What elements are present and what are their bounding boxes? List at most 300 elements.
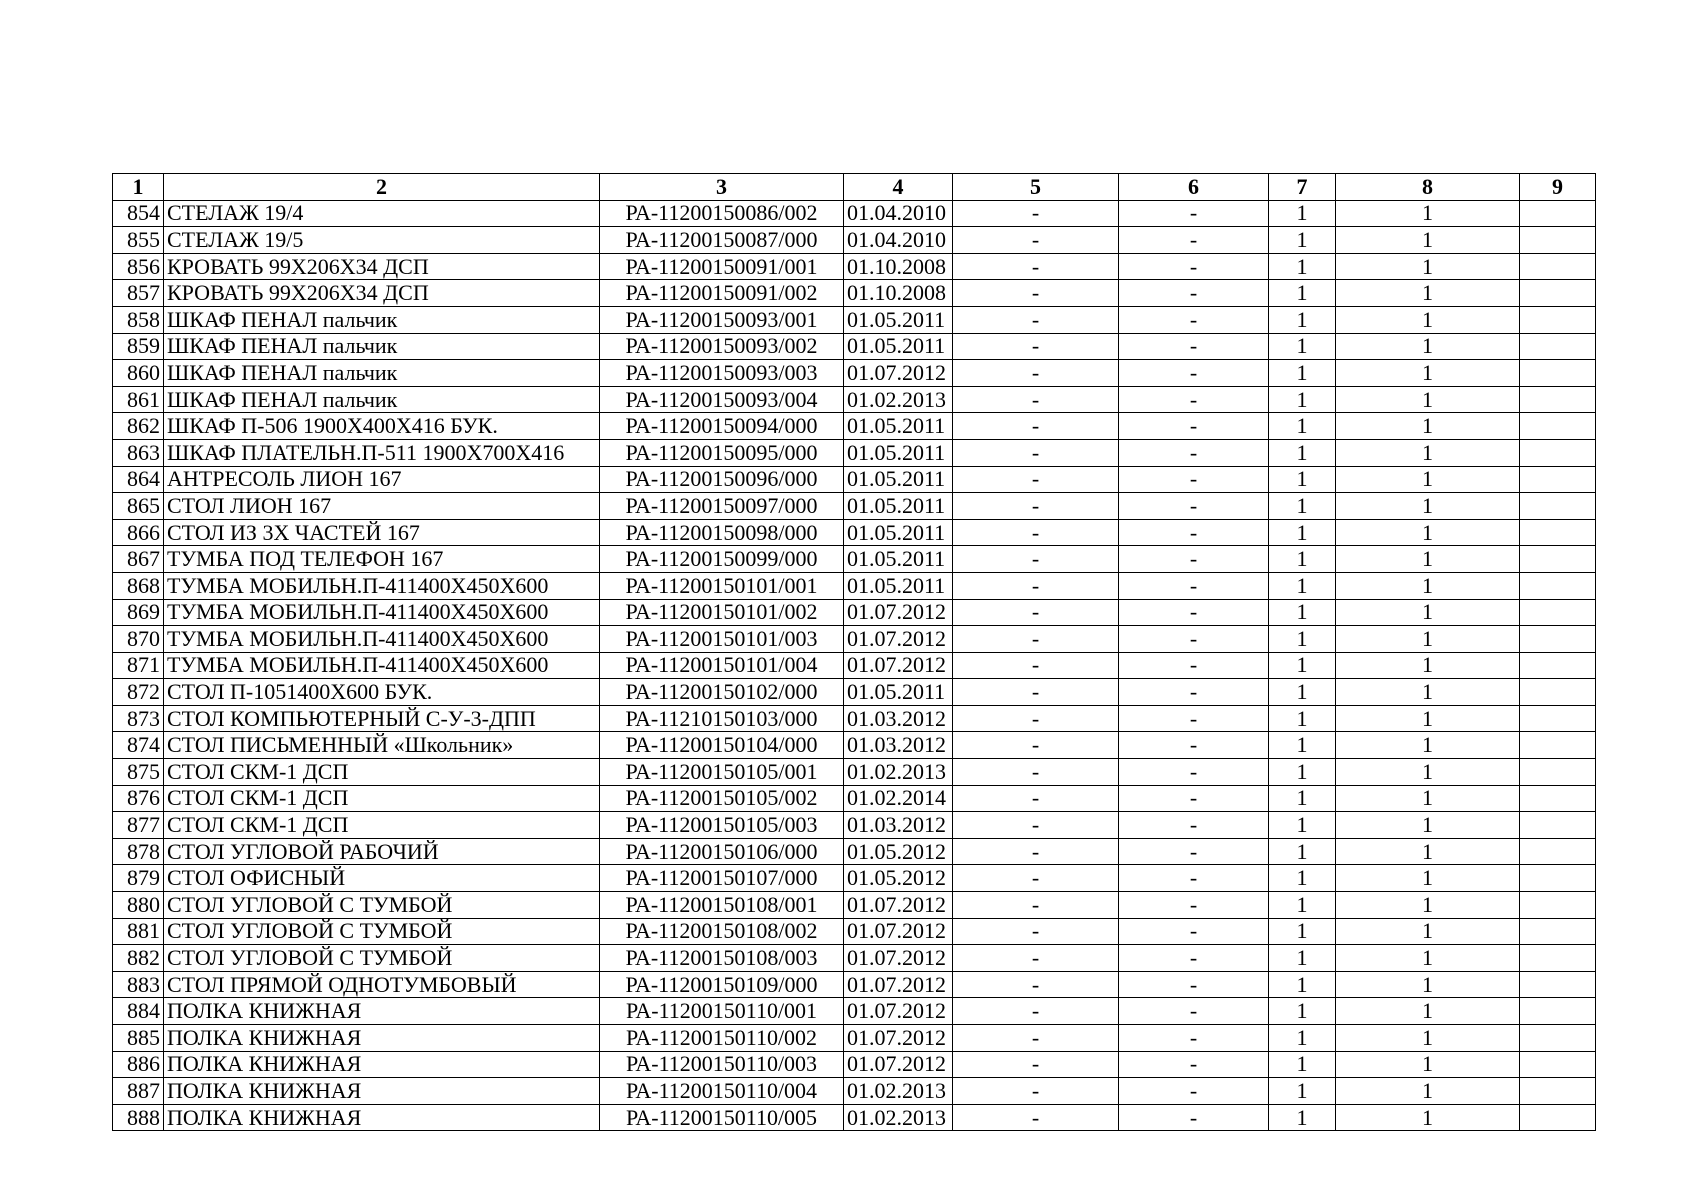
col-3-inventory-code-cell: РА-11200150110/002 xyxy=(600,1025,844,1052)
col-1-number-cell: 868 xyxy=(113,572,164,599)
col-3-inventory-code-cell: РА-11200150087/000 xyxy=(600,227,844,254)
col-5-cell: - xyxy=(953,280,1119,307)
col-6-cell: - xyxy=(1119,466,1269,493)
col-1-number-cell: 858 xyxy=(113,306,164,333)
table-row xyxy=(113,971,1596,998)
col-2-name-cell: СТОЛ УГЛОВОЙ С ТУМБОЙ xyxy=(164,918,600,945)
col-7-cell: 1 xyxy=(1269,652,1336,679)
col-2-name-cell: СТОЛ ПИСЬМЕННЫЙ «Школьник» xyxy=(164,732,600,759)
col-5-cell: - xyxy=(953,892,1119,919)
col-4-date-cell: 01.07.2012 xyxy=(844,945,953,972)
table-row xyxy=(113,705,1596,732)
table-row xyxy=(113,200,1596,227)
col-6-cell: - xyxy=(1119,971,1269,998)
col-7-cell: 1 xyxy=(1269,200,1336,227)
col-8-cell: 1 xyxy=(1336,546,1520,573)
col-4-date-cell: 01.05.2011 xyxy=(844,546,953,573)
col-7-cell: 1 xyxy=(1269,333,1336,360)
col-1-number-cell: 884 xyxy=(113,998,164,1025)
col-2-name-cell: ШКАФ П-506 1900Х400Х416 БУК. xyxy=(164,413,600,440)
col-6-cell: - xyxy=(1119,759,1269,786)
col-5-cell: - xyxy=(953,652,1119,679)
col-3-inventory-code-cell: РА-11200150108/003 xyxy=(600,945,844,972)
col-4-date-cell: 01.07.2012 xyxy=(844,1051,953,1078)
col-4-date-cell: 01.02.2013 xyxy=(844,759,953,786)
col-5-cell: - xyxy=(953,360,1119,387)
col-1-number-cell: 883 xyxy=(113,971,164,998)
col-1-number-cell: 854 xyxy=(113,200,164,227)
col-5-cell: - xyxy=(953,865,1119,892)
table-row xyxy=(113,998,1596,1025)
col-4-date-cell: 01.05.2012 xyxy=(844,838,953,865)
col-2-name-cell: СТОЛ СКМ-1 ДСП xyxy=(164,759,600,786)
col-2-name-cell: СТОЛ СКМ-1 ДСП xyxy=(164,785,600,812)
col-1-number-cell: 871 xyxy=(113,652,164,679)
col-6-cell: - xyxy=(1119,1051,1269,1078)
table-row xyxy=(113,732,1596,759)
col-2-name-cell: СТОЛ ОФИСНЫЙ xyxy=(164,865,600,892)
col-5-cell: - xyxy=(953,1051,1119,1078)
col-4-date-cell: 01.07.2012 xyxy=(844,971,953,998)
col-4-date-cell: 01.02.2013 xyxy=(844,1104,953,1131)
col-4-date-cell: 01.02.2013 xyxy=(844,1078,953,1105)
col-6-cell: - xyxy=(1119,945,1269,972)
col-1-number-cell: 860 xyxy=(113,360,164,387)
col-8-cell: 1 xyxy=(1336,599,1520,626)
col-7-cell: 1 xyxy=(1269,1025,1336,1052)
col-9-cell xyxy=(1520,466,1596,493)
col-8-cell: 1 xyxy=(1336,439,1520,466)
col-3-inventory-code-cell: РА-11200150093/002 xyxy=(600,333,844,360)
col-3-inventory-code-cell: РА-11200150091/001 xyxy=(600,253,844,280)
col-5-cell: - xyxy=(953,253,1119,280)
col-6-cell: - xyxy=(1119,333,1269,360)
col-8-cell: 1 xyxy=(1336,1104,1520,1131)
col-5-cell: - xyxy=(953,413,1119,440)
col-5-cell: - xyxy=(953,200,1119,227)
col-7-cell: 1 xyxy=(1269,519,1336,546)
col-1-number-cell: 867 xyxy=(113,546,164,573)
col-8-cell: 1 xyxy=(1336,333,1520,360)
col-6-cell: - xyxy=(1119,306,1269,333)
col-7-cell: 1 xyxy=(1269,838,1336,865)
table-row xyxy=(113,759,1596,786)
col-6-cell: - xyxy=(1119,918,1269,945)
col-7-cell: 1 xyxy=(1269,945,1336,972)
col-7-cell: 1 xyxy=(1269,546,1336,573)
col-2-name-cell: СТОЛ УГЛОВОЙ РАБОЧИЙ xyxy=(164,838,600,865)
col-4-date-cell: 01.07.2012 xyxy=(844,626,953,653)
table-row xyxy=(113,439,1596,466)
col-4-date-cell: 01.07.2012 xyxy=(844,360,953,387)
col-6-cell: - xyxy=(1119,679,1269,706)
col-2-name-cell: ШКАФ ПЕНАЛ пальчик xyxy=(164,333,600,360)
col-7-cell: 1 xyxy=(1269,679,1336,706)
col-9-cell xyxy=(1520,1025,1596,1052)
col-3-inventory-code-cell: РА-11200150105/001 xyxy=(600,759,844,786)
col-3-inventory-code-cell: РА-11200150101/001 xyxy=(600,572,844,599)
col-4-date-cell: 01.07.2012 xyxy=(844,652,953,679)
col-8-cell: 1 xyxy=(1336,1025,1520,1052)
col-2-name-cell: ПОЛКА КНИЖНАЯ xyxy=(164,998,600,1025)
col-1-number-cell: 881 xyxy=(113,918,164,945)
col-9-cell xyxy=(1520,439,1596,466)
col-8-cell: 1 xyxy=(1336,1078,1520,1105)
col-8-cell: 1 xyxy=(1336,785,1520,812)
col-4-date-cell: 01.05.2011 xyxy=(844,493,953,520)
col-2-name-cell: СТОЛ УГЛОВОЙ С ТУМБОЙ xyxy=(164,892,600,919)
col-5-cell: - xyxy=(953,785,1119,812)
col-2-name-cell: КРОВАТЬ 99Х206Х34 ДСП xyxy=(164,280,600,307)
col-3-inventory-code-cell: РА-11200150110/001 xyxy=(600,998,844,1025)
col-6-cell: - xyxy=(1119,652,1269,679)
col-1-number-cell: 865 xyxy=(113,493,164,520)
col-8-cell: 1 xyxy=(1336,892,1520,919)
table-row xyxy=(113,493,1596,520)
col-4-date-cell: 01.03.2012 xyxy=(844,705,953,732)
col-7-cell: 1 xyxy=(1269,1051,1336,1078)
column-header-3: 3 xyxy=(600,174,844,201)
col-4-date-cell: 01.05.2011 xyxy=(844,413,953,440)
col-8-cell: 1 xyxy=(1336,519,1520,546)
table-row xyxy=(113,945,1596,972)
col-6-cell: - xyxy=(1119,705,1269,732)
col-7-cell: 1 xyxy=(1269,439,1336,466)
col-4-date-cell: 01.05.2011 xyxy=(844,306,953,333)
col-7-cell: 1 xyxy=(1269,971,1336,998)
col-4-date-cell: 01.07.2012 xyxy=(844,1025,953,1052)
col-4-date-cell: 01.02.2014 xyxy=(844,785,953,812)
col-2-name-cell: ПОЛКА КНИЖНАЯ xyxy=(164,1078,600,1105)
col-9-cell xyxy=(1520,200,1596,227)
col-5-cell: - xyxy=(953,572,1119,599)
col-7-cell: 1 xyxy=(1269,705,1336,732)
col-2-name-cell: СТЕЛАЖ 19/4 xyxy=(164,200,600,227)
table-row xyxy=(113,413,1596,440)
col-3-inventory-code-cell: РА-11200150110/004 xyxy=(600,1078,844,1105)
col-6-cell: - xyxy=(1119,493,1269,520)
col-5-cell: - xyxy=(953,466,1119,493)
col-3-inventory-code-cell: РА-11200150101/004 xyxy=(600,652,844,679)
col-2-name-cell: ТУМБА МОБИЛЬН.П-411400Х450Х600 xyxy=(164,572,600,599)
col-2-name-cell: СТОЛ КОМПЬЮТЕРНЫЙ С-У-3-ДПП xyxy=(164,705,600,732)
col-8-cell: 1 xyxy=(1336,493,1520,520)
col-8-cell: 1 xyxy=(1336,466,1520,493)
col-8-cell: 1 xyxy=(1336,705,1520,732)
col-8-cell: 1 xyxy=(1336,413,1520,440)
col-7-cell: 1 xyxy=(1269,360,1336,387)
col-1-number-cell: 885 xyxy=(113,1025,164,1052)
col-6-cell: - xyxy=(1119,386,1269,413)
col-8-cell: 1 xyxy=(1336,865,1520,892)
col-1-number-cell: 861 xyxy=(113,386,164,413)
col-1-number-cell: 857 xyxy=(113,280,164,307)
col-6-cell: - xyxy=(1119,439,1269,466)
table-row xyxy=(113,679,1596,706)
col-9-cell xyxy=(1520,1104,1596,1131)
col-2-name-cell: ШКАФ ПЕНАЛ пальчик xyxy=(164,386,600,413)
col-5-cell: - xyxy=(953,838,1119,865)
col-1-number-cell: 877 xyxy=(113,812,164,839)
col-9-cell xyxy=(1520,998,1596,1025)
col-3-inventory-code-cell: РА-11200150086/002 xyxy=(600,200,844,227)
col-7-cell: 1 xyxy=(1269,227,1336,254)
col-5-cell: - xyxy=(953,306,1119,333)
col-8-cell: 1 xyxy=(1336,386,1520,413)
col-4-date-cell: 01.10.2008 xyxy=(844,280,953,307)
col-1-number-cell: 879 xyxy=(113,865,164,892)
col-3-inventory-code-cell: РА-11200150096/000 xyxy=(600,466,844,493)
col-6-cell: - xyxy=(1119,227,1269,254)
col-9-cell xyxy=(1520,1051,1596,1078)
table-row xyxy=(113,1078,1596,1105)
col-3-inventory-code-cell: РА-11200150093/003 xyxy=(600,360,844,387)
col-9-cell xyxy=(1520,333,1596,360)
col-8-cell: 1 xyxy=(1336,306,1520,333)
col-1-number-cell: 874 xyxy=(113,732,164,759)
col-3-inventory-code-cell: РА-11200150097/000 xyxy=(600,493,844,520)
table-row xyxy=(113,838,1596,865)
col-6-cell: - xyxy=(1119,599,1269,626)
col-3-inventory-code-cell: РА-11200150095/000 xyxy=(600,439,844,466)
col-8-cell: 1 xyxy=(1336,572,1520,599)
col-6-cell: - xyxy=(1119,998,1269,1025)
col-4-date-cell: 01.02.2013 xyxy=(844,386,953,413)
col-3-inventory-code-cell: РА-11200150107/000 xyxy=(600,865,844,892)
col-7-cell: 1 xyxy=(1269,386,1336,413)
col-2-name-cell: СТОЛ ИЗ 3Х ЧАСТЕЙ 167 xyxy=(164,519,600,546)
table-row xyxy=(113,918,1596,945)
col-5-cell: - xyxy=(953,812,1119,839)
col-9-cell xyxy=(1520,386,1596,413)
table-row xyxy=(113,599,1596,626)
col-4-date-cell: 01.07.2012 xyxy=(844,998,953,1025)
col-5-cell: - xyxy=(953,1078,1119,1105)
table-row xyxy=(113,626,1596,653)
col-6-cell: - xyxy=(1119,1025,1269,1052)
col-1-number-cell: 856 xyxy=(113,253,164,280)
col-9-cell xyxy=(1520,679,1596,706)
column-header-9: 9 xyxy=(1520,174,1596,201)
column-header-5: 5 xyxy=(953,174,1119,201)
col-2-name-cell: ШКАФ ПЕНАЛ пальчик xyxy=(164,306,600,333)
col-8-cell: 1 xyxy=(1336,200,1520,227)
col-5-cell: - xyxy=(953,439,1119,466)
col-3-inventory-code-cell: РА-11200150094/000 xyxy=(600,413,844,440)
col-7-cell: 1 xyxy=(1269,626,1336,653)
col-4-date-cell: 01.05.2011 xyxy=(844,466,953,493)
col-2-name-cell: ПОЛКА КНИЖНАЯ xyxy=(164,1025,600,1052)
col-7-cell: 1 xyxy=(1269,280,1336,307)
col-6-cell: - xyxy=(1119,519,1269,546)
col-6-cell: - xyxy=(1119,812,1269,839)
col-1-number-cell: 876 xyxy=(113,785,164,812)
col-7-cell: 1 xyxy=(1269,493,1336,520)
table-row xyxy=(113,466,1596,493)
col-5-cell: - xyxy=(953,333,1119,360)
table-row xyxy=(113,333,1596,360)
col-6-cell: - xyxy=(1119,200,1269,227)
col-1-number-cell: 866 xyxy=(113,519,164,546)
col-7-cell: 1 xyxy=(1269,413,1336,440)
col-8-cell: 1 xyxy=(1336,227,1520,254)
col-6-cell: - xyxy=(1119,1078,1269,1105)
col-6-cell: - xyxy=(1119,838,1269,865)
col-7-cell: 1 xyxy=(1269,466,1336,493)
col-7-cell: 1 xyxy=(1269,918,1336,945)
col-8-cell: 1 xyxy=(1336,679,1520,706)
col-9-cell xyxy=(1520,253,1596,280)
col-5-cell: - xyxy=(953,705,1119,732)
col-4-date-cell: 01.05.2011 xyxy=(844,572,953,599)
col-1-number-cell: 888 xyxy=(113,1104,164,1131)
table-row xyxy=(113,1051,1596,1078)
col-2-name-cell: ПОЛКА КНИЖНАЯ xyxy=(164,1104,600,1131)
col-3-inventory-code-cell: РА-11200150093/004 xyxy=(600,386,844,413)
table-row xyxy=(113,386,1596,413)
col-3-inventory-code-cell: РА-11200150099/000 xyxy=(600,546,844,573)
col-6-cell: - xyxy=(1119,360,1269,387)
col-3-inventory-code-cell: РА-11200150102/000 xyxy=(600,679,844,706)
col-6-cell: - xyxy=(1119,280,1269,307)
col-9-cell xyxy=(1520,546,1596,573)
column-header-7: 7 xyxy=(1269,174,1336,201)
col-5-cell: - xyxy=(953,945,1119,972)
col-8-cell: 1 xyxy=(1336,812,1520,839)
col-5-cell: - xyxy=(953,626,1119,653)
col-1-number-cell: 872 xyxy=(113,679,164,706)
col-7-cell: 1 xyxy=(1269,732,1336,759)
col-3-inventory-code-cell: РА-11200150101/003 xyxy=(600,626,844,653)
col-1-number-cell: 870 xyxy=(113,626,164,653)
col-3-inventory-code-cell: РА-11200150105/003 xyxy=(600,812,844,839)
col-8-cell: 1 xyxy=(1336,652,1520,679)
col-8-cell: 1 xyxy=(1336,971,1520,998)
col-9-cell xyxy=(1520,759,1596,786)
col-7-cell: 1 xyxy=(1269,812,1336,839)
col-3-inventory-code-cell: РА-11200150093/001 xyxy=(600,306,844,333)
col-2-name-cell: СТОЛ ЛИОН 167 xyxy=(164,493,600,520)
col-5-cell: - xyxy=(953,546,1119,573)
col-3-inventory-code-cell: РА-11200150101/002 xyxy=(600,599,844,626)
col-9-cell xyxy=(1520,652,1596,679)
col-2-name-cell: ПОЛКА КНИЖНАЯ xyxy=(164,1051,600,1078)
col-7-cell: 1 xyxy=(1269,865,1336,892)
col-5-cell: - xyxy=(953,1025,1119,1052)
column-header-8: 8 xyxy=(1336,174,1520,201)
col-2-name-cell: ТУМБА ПОД ТЕЛЕФОН 167 xyxy=(164,546,600,573)
col-6-cell: - xyxy=(1119,892,1269,919)
col-9-cell xyxy=(1520,838,1596,865)
col-8-cell: 1 xyxy=(1336,280,1520,307)
table-body xyxy=(113,200,1596,1131)
col-1-number-cell: 855 xyxy=(113,227,164,254)
col-4-date-cell: 01.04.2010 xyxy=(844,200,953,227)
table-row xyxy=(113,652,1596,679)
col-1-number-cell: 886 xyxy=(113,1051,164,1078)
col-9-cell xyxy=(1520,227,1596,254)
col-6-cell: - xyxy=(1119,413,1269,440)
col-7-cell: 1 xyxy=(1269,306,1336,333)
column-header-2: 2 xyxy=(164,174,600,201)
col-8-cell: 1 xyxy=(1336,838,1520,865)
table-row xyxy=(113,1025,1596,1052)
col-4-date-cell: 01.07.2012 xyxy=(844,892,953,919)
col-2-name-cell: АНТРЕСОЛЬ ЛИОН 167 xyxy=(164,466,600,493)
table-row xyxy=(113,519,1596,546)
col-8-cell: 1 xyxy=(1336,1051,1520,1078)
col-9-cell xyxy=(1520,892,1596,919)
col-2-name-cell: ТУМБА МОБИЛЬН.П-411400Х450Х600 xyxy=(164,599,600,626)
inventory-table xyxy=(112,173,1596,1131)
col-8-cell: 1 xyxy=(1336,998,1520,1025)
table-row xyxy=(113,892,1596,919)
table-row xyxy=(113,812,1596,839)
col-1-number-cell: 859 xyxy=(113,333,164,360)
col-9-cell xyxy=(1520,493,1596,520)
col-2-name-cell: СТОЛ ПРЯМОЙ ОДНОТУМБОВЫЙ xyxy=(164,971,600,998)
col-7-cell: 1 xyxy=(1269,785,1336,812)
col-1-number-cell: 880 xyxy=(113,892,164,919)
col-1-number-cell: 875 xyxy=(113,759,164,786)
col-1-number-cell: 878 xyxy=(113,838,164,865)
col-3-inventory-code-cell: РА-11200150091/002 xyxy=(600,280,844,307)
col-5-cell: - xyxy=(953,386,1119,413)
column-header-1: 1 xyxy=(113,174,164,201)
col-8-cell: 1 xyxy=(1336,253,1520,280)
table-header-row xyxy=(113,174,1596,201)
col-9-cell xyxy=(1520,280,1596,307)
col-7-cell: 1 xyxy=(1269,892,1336,919)
col-4-date-cell: 01.03.2012 xyxy=(844,812,953,839)
col-4-date-cell: 01.07.2012 xyxy=(844,599,953,626)
col-2-name-cell: КРОВАТЬ 99Х206Х34 ДСП xyxy=(164,253,600,280)
col-9-cell xyxy=(1520,306,1596,333)
col-3-inventory-code-cell: РА-11200150105/002 xyxy=(600,785,844,812)
col-3-inventory-code-cell: РА-11200150110/003 xyxy=(600,1051,844,1078)
table-row xyxy=(113,280,1596,307)
col-7-cell: 1 xyxy=(1269,253,1336,280)
col-7-cell: 1 xyxy=(1269,1078,1336,1105)
col-9-cell xyxy=(1520,705,1596,732)
col-9-cell xyxy=(1520,572,1596,599)
col-1-number-cell: 863 xyxy=(113,439,164,466)
col-1-number-cell: 862 xyxy=(113,413,164,440)
col-7-cell: 1 xyxy=(1269,599,1336,626)
col-5-cell: - xyxy=(953,493,1119,520)
col-5-cell: - xyxy=(953,998,1119,1025)
col-3-inventory-code-cell: РА-11200150104/000 xyxy=(600,732,844,759)
col-2-name-cell: ТУМБА МОБИЛЬН.П-411400Х450Х600 xyxy=(164,652,600,679)
col-4-date-cell: 01.05.2012 xyxy=(844,865,953,892)
col-6-cell: - xyxy=(1119,572,1269,599)
col-9-cell xyxy=(1520,918,1596,945)
col-2-name-cell: СТОЛ П-1051400Х600 БУК. xyxy=(164,679,600,706)
col-2-name-cell: ТУМБА МОБИЛЬН.П-411400Х450Х600 xyxy=(164,626,600,653)
col-3-inventory-code-cell: РА-11200150108/002 xyxy=(600,918,844,945)
col-8-cell: 1 xyxy=(1336,732,1520,759)
column-header-4: 4 xyxy=(844,174,953,201)
table-row xyxy=(113,785,1596,812)
col-9-cell xyxy=(1520,360,1596,387)
col-1-number-cell: 887 xyxy=(113,1078,164,1105)
col-7-cell: 1 xyxy=(1269,759,1336,786)
col-1-number-cell: 882 xyxy=(113,945,164,972)
col-4-date-cell: 01.10.2008 xyxy=(844,253,953,280)
col-8-cell: 1 xyxy=(1336,918,1520,945)
col-5-cell: - xyxy=(953,519,1119,546)
col-6-cell: - xyxy=(1119,1104,1269,1131)
